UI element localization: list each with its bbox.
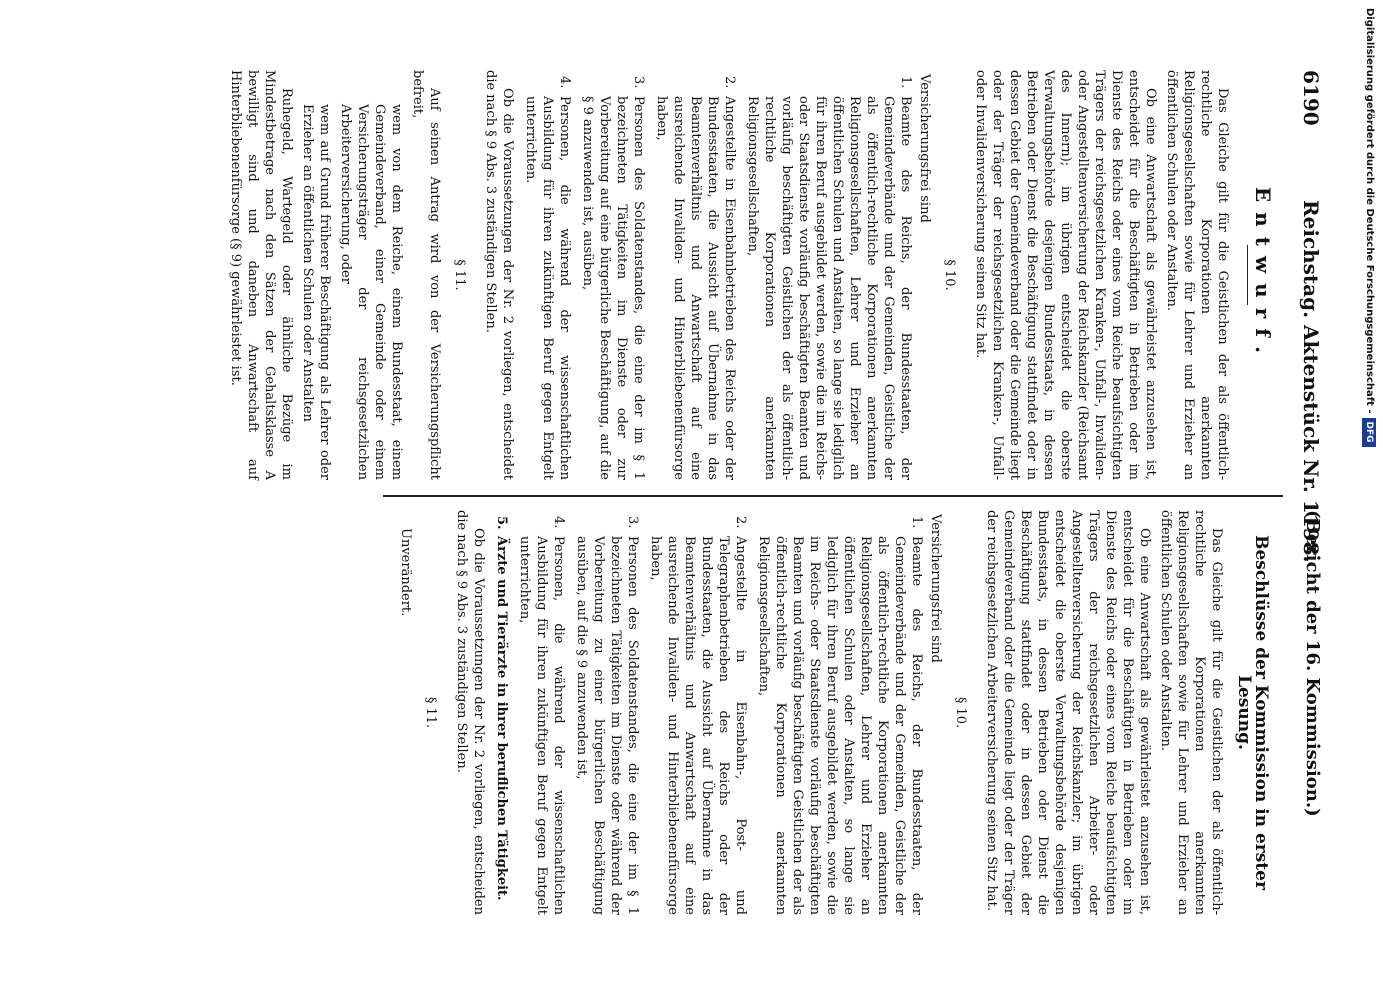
header-title: Reichstag. Aktenstück Nr. 1198. bbox=[1299, 200, 1323, 563]
right-section-10: § 10. bbox=[953, 696, 968, 729]
page-number: 6190 bbox=[1299, 70, 1323, 126]
right-paragraph-1: Das Gleiche gilt für die Geistlichen der als öffentlich-rechtliche Korporationen anerkannten Religionsgesellschaften sowie für Lehrer und Erzieher an öffentlichen Schulen oder Anstalten. bbox=[1158, 510, 1224, 915]
right-item-5: 5. Ärzte und Tierärzte in ihrer beruflichen Tätigkeit. bbox=[494, 516, 509, 901]
right-item-1: 1. Beamte des Reichs, der Bundesstaaten, der Gemeindeverbände und der Gemeinden, Geistliche der als öffentlich-rechtliche Korporationen anerkannten Religionsgesellschaften, Lehrer und Erzieher an öffentlichen Schulen oder Anstalten, so lange sie lediglich für ihren Beruf ausgebildet werden, sowie die im Reichs- oder Staatsdienste vorläufig beschäftigten Beamten und vorläufig beschäftigten Geistlichen der als öffentlich-rechtliche Korporationen anerkannten Religionsgesellschaften, bbox=[756, 516, 924, 915]
right-paragraph-4: Unverändert. bbox=[398, 528, 413, 617]
left-item-3: 3. Personen des Soldatenstandes, die eine der im § 1 bezeichneten Tätigkeiten im Dienste oder zur Vorbereitung auf eine bürgerliche Beschäftigung, auf die § 9 anzuwenden ist, ausüben, bbox=[580, 76, 646, 480]
left-section-10-intro: Versicherungsfrei sind bbox=[917, 74, 932, 223]
right-section-10-intro: Versicherungsfrei sind bbox=[928, 514, 943, 663]
left-item-1: 1. Beamte des Reichs, der Bundesstaaten, der Gemeindeverbände und der Gemeinden, Geistliche der als öffentlich-rechtliche Korporationen anerkannten Religionsgesellschaften, Lehrer und Erzieher an öffentlichen Schulen und Anstalten, so lange sie lediglich für ihren Beruf ausgebildet werden, sowie die im Reichs- oder Staatsdienste vorläufig beschäftigten Beamten und vorläufig beschäftigten Geistlichen der als öffentlich-rechtliche Korporationen anerkannten Religionsgesellschaften, bbox=[745, 76, 913, 480]
right-item-2: 2. Angestellte in Eisenbahn-, Post- und Telegraphenbetrieben des Reichs oder der Bundesstaaten, die Aussicht auf Übernahme in das Beamtenverhältnis und Anwartschaft auf eine ausreichende Invaliden- und Hinterbliebenenfürsorge haben, bbox=[648, 516, 748, 915]
right-paragraph-3: Ob die Voraussetzungen der Nr. 2 vorliegen, entscheiden die nach § 9 Abs. 3 zuständigen Stellen. bbox=[454, 510, 486, 915]
credit-text: Digitalisierung gefördert durch die Deutsche Forschungsgemeinschaft - bbox=[1364, 8, 1375, 414]
right-paragraph-2: Ob eine Anwartschaft als gewährleistet anzusehen ist, entscheidet für die Beschäftigten in Betrieben oder im Dienste des Reichs oder eines vom Reiche beaufsichtigten Trägers der reichsgesetzlichen Arbeiter- oder Angestelltenversicherung der Reichskanzler; im übrigen entscheidet die oberste Verwaltungsbehörde desjenigen Bundesstaats, in dessen Betrieben oder Dienst die Beschäftigung stattfindet oder in dessen Gebiet der Gemeindeverband oder die Gemeinde liegt oder der Träger der reichsgesetzlichen Arbeiterversicherung seinen Sitz hat. bbox=[984, 510, 1152, 915]
header-commission: (Bericht der 16. Kommission.) bbox=[1302, 510, 1323, 817]
left-paragraph-3: Ob die Voraussetzungen der Nr. 2 vorliegen, entscheidet die nach § 9 Abs. 3 zuständigen Stellen. bbox=[483, 70, 515, 480]
left-paragraph-4: Auf seinen Antrag wird von der Versicherungspflicht befreit, bbox=[410, 70, 442, 480]
dfg-credit bbox=[1358, 8, 1380, 708]
left-paragraph-5: Ruhegeld, Wartegeld oder ähnliche Bezüge im Mindestbetrage nach den Sätzen der Gehaltsklasse A bewilligt sind und daneben Anwartschaft auf Hinterbliebenenfürsorge (§ 9) gewährleistet ist. bbox=[228, 70, 294, 480]
page-header bbox=[1287, 70, 1323, 950]
dfg-logo: DFG bbox=[1362, 418, 1376, 447]
right-section-11: § 11. bbox=[423, 696, 438, 729]
left-paragraph-1: Das Gleiche gilt für die Geistlichen der als öffentlich-rechtliche Korporationen anerkannten Religionsgesellschaften sowie für Lehrer und Erzieher an öffentlichen Schulen oder Anstalten. bbox=[1164, 70, 1230, 480]
left-sub-2: wem auf Grund früherer Beschäftigung als Lehrer oder Erzieher an öffentlichen Schulen oder Anstalten bbox=[300, 104, 332, 480]
column-divider bbox=[383, 495, 1283, 497]
left-paragraph-2: Ob eine Anwartschaft als gewährleistet anzusehen ist, entscheidet für die Beschäftigten in Betrieben oder im Dienste des Reichs oder eines vom Reiche beaufsichtigten Trägers der reichsgesetzlichen Kranken-, Unfall-, Invaliden- oder Angestelltenversicherung der Reichskanzler (Reichsamt des Innern); im übrigen entscheidet die oberste Verwaltungsbehörde desjenigen Bundesstaats, in dessen Betrieben oder Dienst die Beschäftigung stattfindet oder in dessen Gebiet der Gemeindeverband oder die Gemeinde liegt oder der Träger der reichsgesetzlichen Kranken-, Unfall- oder Invalidenversicherung seinen Sitz hat. bbox=[973, 70, 1158, 480]
left-section-10: § 10. bbox=[942, 259, 957, 291]
right-item-4: 4. Personen, die während der wissenschaftlichen Ausbildung für ihren zukünftigen Beruf gegen Entgelt unterrichten, bbox=[517, 516, 566, 915]
left-item-2: 2. Angestellte in Eisenbahnbetrieben des Reichs oder der Bundesstaaten, die Aussicht auf Übernahme in das Beamtenverhältnis und Anwartschaft auf eine ausreichende Invaliden- und Hinterbliebenenfürsorge haben, bbox=[654, 76, 737, 480]
left-section-11: § 11. bbox=[452, 259, 467, 291]
left-item-4: 4. Personen, die während der wissenschaftlichen Ausbildung für ihren zukünftigen Beruf gegen Entgelt unterrichten. bbox=[523, 76, 572, 480]
left-column-draft bbox=[223, 70, 1275, 480]
right-heading: Beschlüsse der Kommission in erster Lesung. bbox=[1234, 535, 1271, 890]
left-heading: Entwurf. bbox=[1251, 186, 1275, 364]
left-sub-1: wem von dem Reiche, einem Bundesstaat, einem Gemeindeverband, einer Gemeinde oder einem Versicherungsträger der reichsgesetzlichen Arbeiterversicherung, oder bbox=[338, 104, 404, 480]
heading-rule bbox=[1247, 245, 1248, 305]
right-item-3: 3. Personen des Soldatenstandes, die eine der im § 1 bezeichneten Tätigkeiten im Dienste oder während der Vorbereitung zu einer bürgerlichen Beschäftigung ausüben, auf die § 9 anzuwenden ist, bbox=[574, 516, 640, 915]
right-column-commission bbox=[393, 510, 1275, 915]
